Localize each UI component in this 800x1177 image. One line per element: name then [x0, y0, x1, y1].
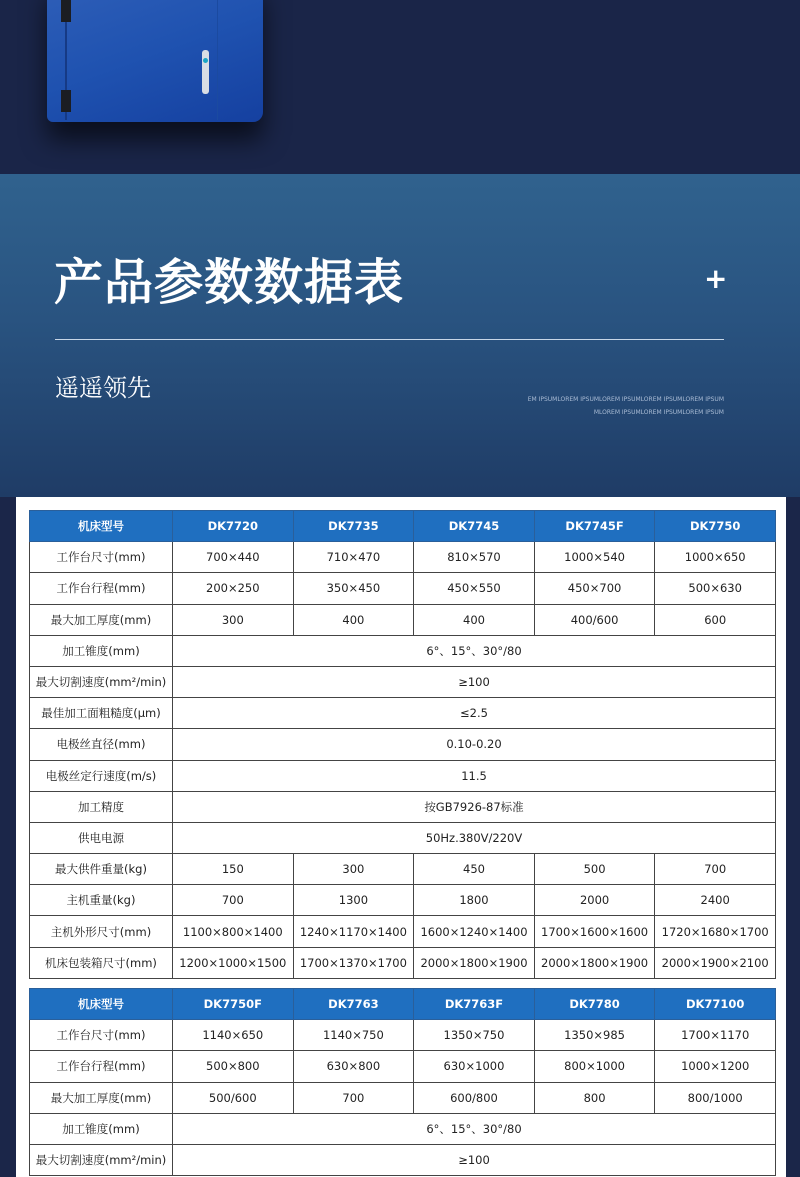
row-label: 供电电源 — [30, 822, 173, 853]
door-handle-icon — [202, 50, 209, 94]
table-row — [30, 791, 776, 822]
table-cell: 700 — [293, 1082, 414, 1113]
model-header: DK7745F — [534, 511, 655, 542]
row-label: 电极丝定行速度(m/s) — [30, 760, 173, 791]
table-cell: 2000×1800×1900 — [414, 947, 535, 978]
table-row — [30, 573, 776, 604]
model-label-header: 机床型号 — [30, 989, 173, 1020]
hinge-icon — [61, 90, 71, 112]
table-cell: 1350×985 — [534, 1020, 655, 1051]
model-header: DK7780 — [534, 989, 655, 1020]
table-cell: 630×1000 — [414, 1051, 535, 1082]
row-label: 最大切割速度(mm²/min) — [30, 1144, 173, 1175]
table-cell: 800 — [534, 1082, 655, 1113]
section-header — [0, 174, 800, 497]
table-cell: 800×1000 — [534, 1051, 655, 1082]
table-row — [30, 822, 776, 853]
table-cell: 1600×1240×1400 — [414, 916, 535, 947]
table-row — [30, 635, 776, 666]
table-cell: 1720×1680×1700 — [655, 916, 776, 947]
model-header: DK7735 — [293, 511, 414, 542]
product-image-area — [0, 0, 800, 174]
table-cell: 1300 — [293, 885, 414, 916]
table-cell: 1350×750 — [414, 1020, 535, 1051]
table-cell: 450×700 — [534, 573, 655, 604]
table-cell: 300 — [293, 854, 414, 885]
table-cell: 1000×540 — [534, 542, 655, 573]
row-label: 最大供件重量(kg) — [30, 854, 173, 885]
table-row — [30, 947, 776, 978]
row-label: 加工锥度(mm) — [30, 635, 173, 666]
table-cell: 400 — [414, 604, 535, 635]
table-row — [30, 1144, 776, 1175]
merged-cell: 6°、15°、30°/80 — [173, 1113, 776, 1144]
row-label: 工作台行程(mm) — [30, 573, 173, 604]
table-cell: 450×550 — [414, 573, 535, 604]
table-cell: 710×470 — [293, 542, 414, 573]
table-cell: 400 — [293, 604, 414, 635]
table-cell: 800/1000 — [655, 1082, 776, 1113]
table-row — [30, 1113, 776, 1144]
model-header: DK7745 — [414, 511, 535, 542]
page-title: 产品参数数据表 — [54, 254, 405, 311]
plus-icon: + — [704, 262, 728, 295]
table-cell: 1200×1000×1500 — [173, 947, 294, 978]
row-label: 主机外形尺寸(mm) — [30, 916, 173, 947]
table-cell: 600 — [655, 604, 776, 635]
row-label: 加工锥度(mm) — [30, 1113, 173, 1144]
table-cell: 810×570 — [414, 542, 535, 573]
header-row — [30, 511, 776, 542]
table-cell: 200×250 — [173, 573, 294, 604]
table-cell: 700×440 — [173, 542, 294, 573]
table-cell: 1140×650 — [173, 1020, 294, 1051]
table-cell: 500 — [534, 854, 655, 885]
table-row — [30, 916, 776, 947]
table-cell: 500/600 — [173, 1082, 294, 1113]
row-label: 机床包装箱尺寸(mm) — [30, 947, 173, 978]
table-row — [30, 729, 776, 760]
merged-cell: ≤2.5 — [173, 698, 776, 729]
subtitle: 遥遥领先 — [55, 374, 151, 402]
table-cell: 2000×1800×1900 — [534, 947, 655, 978]
table-row — [30, 885, 776, 916]
table-row — [30, 698, 776, 729]
row-label: 最佳加工面粗糙度(μm) — [30, 698, 173, 729]
table-row — [30, 604, 776, 635]
table-cell: 450 — [414, 854, 535, 885]
machine-cabinet-image — [47, 0, 263, 122]
table-cell: 1700×1370×1700 — [293, 947, 414, 978]
model-header: DK7763F — [414, 989, 535, 1020]
row-label: 最大切割速度(mm²/min) — [30, 666, 173, 697]
table-cell: 1700×1600×1600 — [534, 916, 655, 947]
merged-cell: 0.10-0.20 — [173, 729, 776, 760]
row-label: 工作台尺寸(mm) — [30, 542, 173, 573]
table-row — [30, 1082, 776, 1113]
merged-cell: 11.5 — [173, 760, 776, 791]
row-label: 主机重量(kg) — [30, 885, 173, 916]
table-cell: 1140×750 — [293, 1020, 414, 1051]
table-row — [30, 1051, 776, 1082]
table-cell: 500×800 — [173, 1051, 294, 1082]
merged-cell: 按GB7926-87标准 — [173, 791, 776, 822]
table-row — [30, 666, 776, 697]
table-cell: 350×450 — [293, 573, 414, 604]
table-row — [30, 854, 776, 885]
table-cell: 1800 — [414, 885, 535, 916]
model-header: DK77100 — [655, 989, 776, 1020]
table-cell: 1000×650 — [655, 542, 776, 573]
model-label-header: 机床型号 — [30, 511, 173, 542]
hinge-icon — [61, 0, 71, 22]
row-label: 电极丝直径(mm) — [30, 729, 173, 760]
table-cell: 500×630 — [655, 573, 776, 604]
table-cell: 700 — [655, 854, 776, 885]
table-cell: 1100×800×1400 — [173, 916, 294, 947]
table-cell: 1240×1170×1400 — [293, 916, 414, 947]
row-label: 最大加工厚度(mm) — [30, 1082, 173, 1113]
table-cell: 300 — [173, 604, 294, 635]
merged-cell: 6°、15°、30°/80 — [173, 635, 776, 666]
table-cell: 2000×1900×2100 — [655, 947, 776, 978]
lorem-line-2: MLOREM IPSUMLOREM IPSUMLOREM IPSUM — [593, 409, 724, 416]
table-cell: 700 — [173, 885, 294, 916]
divider — [55, 339, 724, 340]
spec-table-2 — [29, 988, 776, 1176]
row-label: 最大加工厚度(mm) — [30, 604, 173, 635]
table-cell: 2400 — [655, 885, 776, 916]
model-header: DK7720 — [173, 511, 294, 542]
table-cell: 630×800 — [293, 1051, 414, 1082]
model-header: DK7750F — [173, 989, 294, 1020]
table-row — [30, 760, 776, 791]
header-row — [30, 989, 776, 1020]
spec-table-1 — [29, 510, 776, 979]
table-cell: 1700×1170 — [655, 1020, 776, 1051]
model-header: DK7763 — [293, 989, 414, 1020]
merged-cell: 50Hz.380V/220V — [173, 822, 776, 853]
row-label: 工作台尺寸(mm) — [30, 1020, 173, 1051]
lorem-line-1: EM IPSUMLOREM IPSUMLOREM IPSUMLOREM IPSUMLOREM IPSUM — [527, 396, 724, 403]
table-cell: 1000×1200 — [655, 1051, 776, 1082]
table-cell: 400/600 — [534, 604, 655, 635]
table-row — [30, 1020, 776, 1051]
table-cell: 150 — [173, 854, 294, 885]
row-label: 加工精度 — [30, 791, 173, 822]
merged-cell: ≥100 — [173, 666, 776, 697]
table-row — [30, 542, 776, 573]
merged-cell: ≥100 — [173, 1144, 776, 1175]
table-cell: 600/800 — [414, 1082, 535, 1113]
table-cell: 2000 — [534, 885, 655, 916]
model-header: DK7750 — [655, 511, 776, 542]
row-label: 工作台行程(mm) — [30, 1051, 173, 1082]
